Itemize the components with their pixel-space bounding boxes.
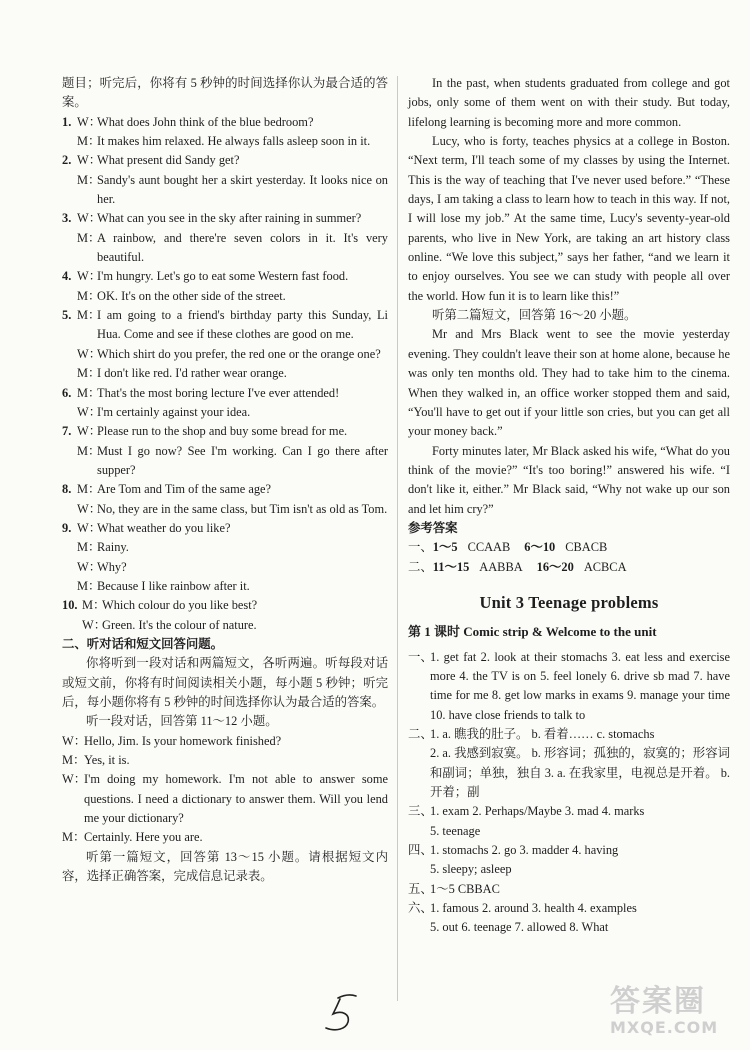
speaker-label: M： — [77, 172, 101, 187]
exercise-row — [408, 648, 730, 725]
column-divider — [397, 76, 398, 1001]
exercise-row — [408, 802, 730, 821]
speaker-label: M： — [62, 753, 86, 768]
watermark-logo-text: 答案圈 — [610, 984, 706, 1019]
dialogue-text: I'm hungry. Let's go to eat some Western fast food. — [97, 269, 349, 284]
dialogue-item — [62, 151, 388, 209]
answer-marker: 一、 — [408, 540, 433, 555]
question-number: 4. — [62, 269, 72, 284]
question-number: 7. — [62, 424, 72, 439]
dialogue-line — [62, 500, 388, 519]
speaker-label: W： — [77, 424, 102, 439]
exercise-text: 1. famous 2. around 3. health 4. examples — [430, 901, 637, 916]
speaker-label: W： — [77, 520, 102, 535]
dialogue-text: A rainbow, and there're seven colors in it. It's very beautiful. — [97, 230, 388, 265]
exercise-row — [408, 744, 730, 802]
dialogue-line — [62, 267, 388, 286]
dialogue-item — [62, 209, 388, 267]
exercise-marker: 三、 — [408, 804, 433, 819]
speaker-label: M： — [77, 443, 101, 458]
speaker-label: W： — [77, 211, 102, 226]
exercise-text: 5. teenage — [430, 823, 481, 838]
passage2-para-2: Forty minutes later, Mr Black asked his wife, “What do you think of the movie?” “It's too boring!” answered his wife. “I don't like it, either.” Mr Black said, “Why not wake up our son and let him cry?” — [408, 443, 730, 516]
dialogue-text: What does John think of the blue bedroom? — [97, 114, 314, 129]
exercise-row — [408, 899, 730, 918]
dialogue-line — [62, 209, 388, 228]
exercise-marker: 六、 — [408, 901, 433, 916]
dialogue-line — [62, 538, 388, 557]
answer-row — [408, 538, 730, 557]
dialogue-line — [62, 596, 388, 615]
dialogue-line — [62, 229, 388, 268]
exercise-row — [408, 822, 730, 841]
dialogue-line — [62, 577, 388, 596]
answer-letters: AABBA — [479, 559, 523, 574]
dialogue-text: Yes, it is. — [84, 753, 130, 768]
site-watermark — [610, 985, 740, 1045]
dialogue-line — [62, 519, 388, 538]
dialogue-item — [62, 267, 388, 306]
dialogue-text: It makes him relaxed. He always falls asleep soon in it. — [97, 134, 371, 149]
speaker-label: W： — [77, 346, 102, 361]
dialogue-text: OK. It's on the other side of the street. — [97, 288, 286, 303]
question-number: 8. — [62, 482, 72, 497]
passage1-para-1: In the past, when students graduated from college and got jobs, only some of them went on with their study. But today, lifelong learning is becoming more and more common. — [408, 76, 730, 129]
answer-letters: ACBCA — [583, 559, 627, 574]
dialogue-text: Are Tom and Tim of the same age? — [97, 482, 272, 497]
answer-key — [408, 538, 730, 577]
speaker-label: W： — [62, 733, 87, 748]
question-number: 3. — [62, 211, 72, 226]
question-number: 2. — [62, 153, 72, 168]
speaker-label: M： — [77, 578, 101, 593]
right-column — [408, 74, 730, 938]
dialogue-line — [62, 616, 388, 635]
answer-marker: 二、 — [408, 559, 433, 574]
exercise-marker: 五、 — [408, 881, 433, 896]
speaker-label: M： — [77, 288, 101, 303]
dialogue-text: Must I go now? See I'm working. Can I go there after supper? — [97, 443, 388, 477]
passage2-intro: 听第二篇短文，回答第 16～20 小题。 — [432, 308, 637, 323]
answer-row — [408, 558, 730, 577]
section2-title: 二、听对话和短文回答问题。 — [62, 636, 224, 651]
speaker-label: M： — [77, 482, 101, 497]
dialogue-line — [62, 345, 388, 364]
speaker-label: W： — [77, 501, 102, 516]
speaker-label: W： — [62, 772, 87, 787]
answer-range: 1～5 — [432, 540, 458, 555]
exercise-text: 1. stomachs 2. go 3. madder 4. having — [430, 843, 619, 858]
exercise-text: 1～5 CBBAC — [430, 881, 500, 896]
dialogue-text: Hello, Jim. Is your homework finished? — [84, 733, 282, 748]
exercise-text: 1. a. 瞧我的肚子。 b. 看着…… c. stomachs — [430, 727, 655, 741]
section2-instructions: 你将听到一段对话和两篇短文，各听两遍。听每段对话或短文前，你将有时间阅读相关小题，每小题 5 秒钟；听完后，每小题你将有 5 秒钟的时间选择你认为最合适的答案。 — [62, 656, 388, 709]
dialogue-item — [62, 306, 388, 383]
dialogue-item — [62, 113, 388, 152]
unit-title: Unit 3 Teenage problems — [479, 592, 659, 612]
exercise-text: 5. sleepy; asleep — [430, 862, 512, 877]
question-number: 6. — [62, 385, 72, 400]
dialogue-line — [62, 384, 388, 403]
exercise-row — [408, 860, 730, 879]
exercise-marker — [408, 918, 430, 937]
dialogue-text: Because I like rainbow after it. — [97, 578, 250, 593]
dialogue2 — [62, 732, 388, 848]
answer-range: 11～15 — [432, 559, 470, 574]
dialogue-text: I'm doing my homework. I'm not able to answer some questions. I need a dictionary to answer them. Will you lend me your dictionary? — [84, 772, 388, 826]
dialogue-line — [62, 306, 388, 345]
speaker-label: W： — [77, 404, 102, 419]
handwritten-mark — [318, 992, 364, 1034]
dialogue-line — [62, 151, 388, 170]
speaker-label: W： — [77, 559, 102, 574]
dialogue-item — [62, 596, 388, 635]
exercise-marker: 一、 — [408, 649, 433, 664]
dialogue-text: Which shirt do you prefer, the red one or the orange one? — [97, 346, 381, 361]
question-number: 9. — [62, 520, 72, 535]
exercise-marker: 二、 — [408, 727, 433, 741]
exercise-row — [408, 918, 730, 937]
dialogue2-intro: 听一段对话，回答第 11～12 小题。 — [86, 714, 278, 729]
dialogue-line — [62, 480, 388, 499]
dialogue-line — [62, 403, 388, 422]
dialogue-line — [62, 132, 388, 151]
speaker-label: W： — [77, 114, 102, 129]
dialogue-line — [62, 732, 388, 751]
dialogue-text: That's the most boring lecture I've ever attended! — [97, 385, 340, 400]
dialogue-item — [62, 480, 388, 519]
lesson-title: 第 1 课时 Comic strip & Welcome to the unit — [408, 624, 657, 640]
dialogue-line — [62, 770, 388, 828]
exercise-text: 1. get fat 2. look at their stomachs 3. eat less and exercise more 4. the TV is on 5. feel lonely 6. drive sb mad 7. have time for me 8. get low marks in exams 9. manage your time 10. have close friends to talk to — [430, 649, 730, 722]
passage1-intro: 听第一篇短文，回答第 13～15 小题。请根据短文内容，选择正确答案，完成信息记录表。 — [62, 849, 388, 884]
exercise-answers — [408, 648, 730, 938]
dialogue-text: Green. It's the colour of nature. — [102, 617, 257, 632]
answer-range: 6～10 — [524, 540, 556, 555]
dialogue-item — [62, 384, 388, 423]
dialogue-text: I am going to a friend's birthday party this Sunday, Li Hua. Come and see if these clothes are good on me. — [97, 308, 388, 342]
dialogue-text: What present did Sandy get? — [97, 153, 240, 168]
question-number: 5. — [62, 308, 72, 323]
dialogue-line — [62, 422, 388, 441]
dialogue-line — [62, 171, 388, 210]
dialogue-text: I'm certainly against your idea. — [97, 404, 251, 419]
listening-intro: 题目；听完后，你将有 5 秒钟的时间选择你认为最合适的答案。 — [62, 76, 388, 110]
left-column — [62, 74, 388, 886]
watermark-url: MXQE.COM — [610, 1018, 719, 1037]
dialogue-line — [62, 828, 388, 847]
answer-range: 16～20 — [536, 559, 574, 574]
question-number: 1. — [62, 114, 72, 129]
speaker-label: W： — [77, 153, 102, 168]
dialogue-list — [62, 113, 388, 635]
dialogue-text: I don't like red. I'd rather wear orange. — [97, 366, 287, 381]
speaker-label: W： — [77, 269, 102, 284]
speaker-label: M： — [77, 540, 101, 555]
dialogue-line — [62, 442, 388, 481]
dialogue-line — [62, 113, 388, 132]
exercise-row — [408, 841, 730, 860]
dialogue-text: No, they are in the same class, but Tim isn't as old as Tom. — [97, 501, 388, 516]
dialogue-text: Rainy. — [97, 540, 129, 555]
dialogue-text: Please run to the shop and buy some bread for me. — [97, 424, 348, 439]
dialogue-line — [62, 364, 388, 383]
question-number: 10. — [62, 598, 78, 613]
exercise-marker — [408, 744, 430, 802]
answer-letters: CCAAB — [467, 540, 511, 555]
dialogue-text: What can you see in the sky after raining in summer? — [97, 211, 362, 226]
dialogue-text: Which colour do you like best? — [102, 598, 258, 613]
speaker-label: M： — [77, 308, 101, 323]
exercise-marker: 四、 — [408, 843, 433, 858]
exercise-text: 5. out 6. teenage 7. allowed 8. What — [430, 920, 609, 935]
dialogue-item — [62, 519, 388, 596]
dialogue-line — [62, 287, 388, 306]
speaker-label: M： — [77, 230, 101, 245]
dialogue-line — [62, 751, 388, 770]
dialogue-line — [62, 558, 388, 577]
dialogue-text: Why? — [97, 559, 127, 574]
exercise-text: 2. a. 我感到寂寞。 b. 形容词；孤独的，寂寞的；形容词和副词；单独，独自 3. a. 在我家里，电视总是开着。 b. 开着；副 — [430, 746, 730, 800]
speaker-label: M： — [77, 366, 101, 381]
speaker-label: M： — [82, 598, 106, 613]
exercise-row — [408, 725, 730, 744]
passage2-para-1: Mr and Mrs Black went to see the movie yesterday evening. They couldn't leave their son at home alone, because he was only ten months old. They had to take him to the cinema. When they walked in, an office worker stopped them and said, “You'll have to get out if your little son cries, but you can get all your money back.” — [408, 327, 730, 439]
dialogue-text: Sandy's aunt bought her a skirt yesterday. It looks nice on her. — [97, 172, 388, 207]
speaker-label: W： — [82, 617, 107, 632]
speaker-label: M： — [77, 134, 101, 149]
dialogue-text: What weather do you like? — [97, 520, 231, 535]
exercise-marker — [408, 822, 430, 841]
dialogue-text: Certainly. Here you are. — [84, 830, 203, 845]
dialogue-item — [62, 422, 388, 480]
exercise-marker — [408, 860, 430, 879]
answer-letters: CBACB — [565, 540, 608, 555]
answers-title: 参考答案 — [408, 520, 458, 535]
speaker-label: M： — [62, 830, 86, 845]
passage1-para-2: Lucy, who is forty, teaches physics at a college in Boston. “Next term, I'll teach some of my classes by using the Internet. This is the way of teaching that I've never used before.” “These days, I am taking a class to learn how to teach in this way. If not, I will lose my job.” At the same time, Lucy's seventy-year-old parents, who live in New York, are taking an art history class online. “We love this subject,” says her father, “and we learn it to enjoy ourselves. You see we can study with people all over the world. How fun it is to learn like this!” — [408, 134, 730, 303]
speaker-label: M： — [77, 385, 101, 400]
exercise-text: 1. exam 2. Perhaps/Maybe 3. mad 4. marks — [430, 804, 645, 819]
exercise-row — [408, 880, 730, 899]
